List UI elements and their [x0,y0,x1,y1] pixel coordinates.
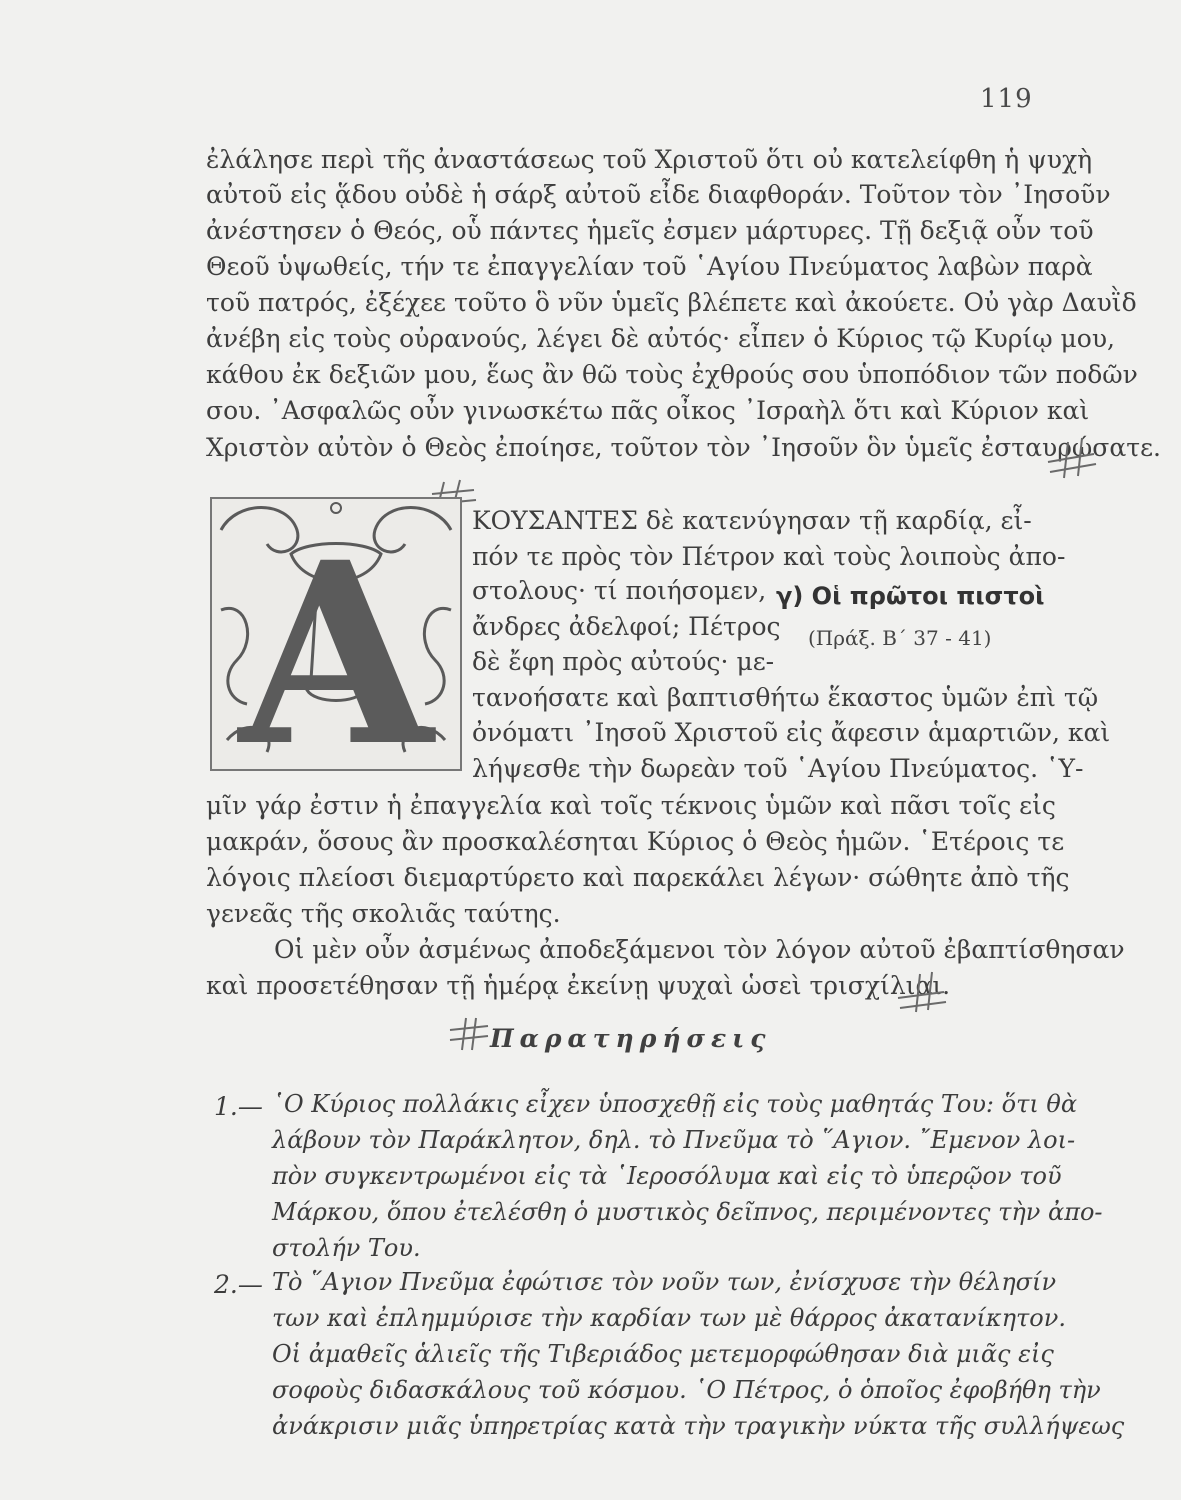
note-line: Οἱ ἀμαθεῖς ἁλιεῖς τῆς Τιβεριάδος μετεμορφώθησαν διὰ μιᾶς εἰς [272,1340,1054,1368]
text-line: τανοήσατε καὶ βαπτισθήτω ἕκαστος ὑμῶν ἐπὶ τῷ [472,683,1099,712]
section-reference: (Πράξ. Β΄ 37 - 41) [808,626,992,650]
text-line: ἐλάλησε περὶ τῆς ἀναστάσεως τοῦ Χριστοῦ ὅτι οὐ κατελείφθη ἡ ψυχὴ [206,145,1093,174]
note-line: ῾Ο Κύριος πολλάκις εἶχεν ὑποσχεθῇ εἰς τοὺς μαθητάς Του: ὅτι θὰ [272,1090,1078,1118]
text-line: Οἱ μὲν οὖν ἀσμένως ἀποδεξάμενοι τὸν λόγον αὐτοῦ ἐβαπτίσθησαν [274,935,1125,964]
text-line: ἄνδρες ἀδελφοί; Πέτρος [472,612,781,641]
text-line: ΚΟΥΣΑΝΤΕΣ δὲ κατενύγησαν τῇ καρδίᾳ, εἶ- [472,506,1032,535]
text-line: Χριστὸν αὐτὸν ὁ Θεὸς ἐποίησε, τοῦτον τὸν ᾿Ιησοῦν ὃν ὑμεῖς ἐσταυρώσατε. [206,433,1161,462]
note-line: σοφοὺς διδασκάλους τοῦ κόσμου. ῾Ο Πέτρος, ὁ ὁποῖος ἐφοβήθη τὴν [272,1376,1101,1404]
text-line: κάθου ἐκ δεξιῶν μου, ἕως ἂν θῶ τοὺς ἐχθρούς σου ὑποπόδιον τῶν ποδῶν [206,360,1138,389]
note-line: πὸν συγκεντρωμένοι εἰς τὰ ῾Ιεροσόλυμα καὶ εἰς τὸ ὑπερῷον τοῦ [272,1162,1062,1190]
pencil-hash-mark-icon [1040,432,1100,482]
note-line: στολήν Του. [272,1234,421,1262]
section-side-title: γ) Οἱ πρῶτοι πιστοὶ [776,582,1045,610]
note-line: Μάρκου, ὅπου ἐτελέσθη ὁ μυστικὸς δεῖπνος, περιμένοντες τὴν ἀπο- [272,1198,1103,1226]
pencil-hash-mark-icon [894,968,954,1018]
pencil-hash-mark-icon [446,1016,492,1056]
text-line: τοῦ πατρός, ἐξέχεε τοῦτο ὃ νῦν ὑμεῖς βλέπετε καὶ ἀκούετε. Οὐ γὰρ Δαυῒδ [206,288,1137,317]
note-line: Τὸ ῞Αγιον Πνεῦμα ἐφώτισε τὸν νοῦν των, ἐνίσχυσε τὴν θέλησίν [272,1268,1057,1296]
text-line: δὲ ἔφη πρὸς αὐτούς· με- [472,647,775,676]
note-line: ἀνάκρισιν μιᾶς ὑπηρετρίας κατὰ τὴν τραγικὴν νύκτα τῆς συλλήψεως [272,1412,1125,1440]
note-number: 1.— [214,1092,263,1121]
text-line: ἀνέστησεν ὁ Θεός, οὗ πάντες ἡμεῖς ἐσμεν μάρτυρες. Τῇ δεξιᾷ οὖν τοῦ [206,216,1094,245]
drop-cap-letter: Α [239,507,433,778]
text-line: λήψεσθε τὴν δωρεὰν τοῦ ῾Αγίου Πνεύματος. ῾Υ- [472,754,1084,783]
text-line: λόγοις πλείοσι διεμαρτύρετο καὶ παρεκάλει λέγων· σώθητε ἀπὸ τῆς [206,863,1070,892]
text-line: γενεᾶς τῆς σκολιᾶς ταύτης. [206,899,561,928]
text-line: σου. ᾿Ασφαλῶς οὖν γινωσκέτω πᾶς οἶκος ᾿Ισραὴλ ὅτι καὶ Κύριον καὶ [206,396,1090,425]
text-line: αὐτοῦ εἰς ᾅδου οὐδὲ ἡ σάρξ αὐτοῦ εἶδε διαφθοράν. Τοῦτον τὸν ᾿Ιησοῦν [206,180,1111,209]
text-line: καὶ προσετέθησαν τῇ ἡμέρᾳ ἐκείνῃ ψυχαὶ ὡσεὶ τρισχίλιαι. [206,971,951,1000]
note-number: 2.— [214,1270,263,1299]
text-line: ὀνόματι ᾿Ιησοῦ Χριστοῦ εἰς ἄφεσιν ἁμαρτιῶν, καὶ [472,718,1111,747]
text-line: μῖν γάρ ἐστιν ἡ ἐπαγγελία καὶ τοῖς τέκνοις ὑμῶν καὶ πᾶσι τοῖς εἰς [206,791,1056,820]
note-line: λάβουν τὸν Παράκλητον, δηλ. τὸ Πνεῦμα τὸ ῞Αγιον. ῎Εμενον λοι- [272,1126,1076,1154]
text-line: στολους· τί ποιήσομεν, [472,576,767,605]
ornamental-drop-cap [207,490,465,778]
observations-heading: Παρατηρήσεις [490,1024,772,1053]
note-line: των καὶ ἐπλημμύρισε τὴν καρδίαν των μὲ θάρρος ἀκατανίκητον. [272,1304,1066,1332]
text-line: πόν τε πρὸς τὸν Πέτρον καὶ τοὺς λοιποὺς ἀπο- [472,542,1066,571]
text-line: ἀνέβη εἰς τοὺς οὐρανούς, λέγει δὲ αὐτός· εἶπεν ὁ Κύριος τῷ Κυρίῳ μου, [206,324,1115,353]
text-line: Θεοῦ ὑψωθείς, τήν τε ἐπαγγελίαν τοῦ ῾Αγίου Πνεύματος λαβὼν παρὰ [206,252,1093,281]
page-number: 119 [980,84,1033,114]
text-line: μακράν, ὅσους ἂν προσκαλέσηται Κύριος ὁ Θεὸς ἡμῶν. ῾Ετέροις τε [206,827,1065,856]
